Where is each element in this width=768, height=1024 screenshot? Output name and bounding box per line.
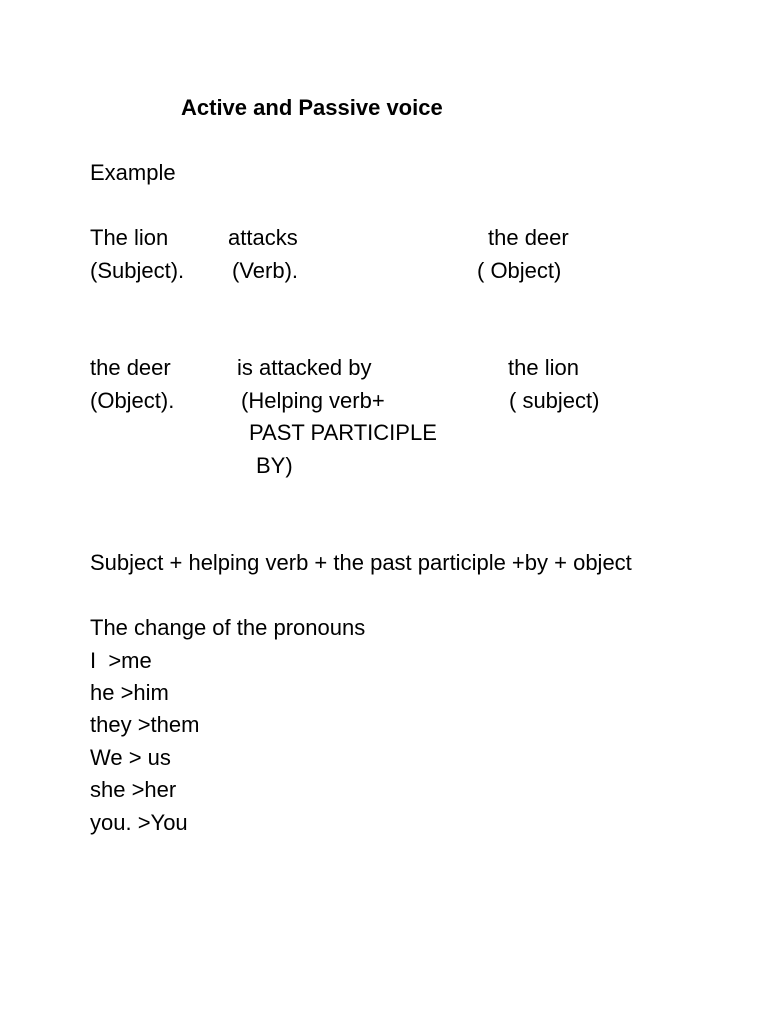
passive-verb-tag-line1: (Helping verb+ — [241, 388, 385, 413]
passive-object-word: the deer — [90, 355, 171, 380]
passive-verb-tag-line3: BY) — [256, 453, 293, 478]
example-label: Example — [90, 160, 176, 185]
active-verb-word: attacks — [228, 225, 298, 250]
passive-subject-word: the lion — [508, 355, 579, 380]
active-verb-tag: (Verb). — [232, 258, 299, 283]
pronoun-item: they >them — [90, 712, 200, 737]
active-subject-tag: (Subject). — [90, 258, 185, 283]
pronouns-heading: The change of the pronouns — [90, 615, 366, 640]
passive-subject-tag: ( subject) — [509, 388, 600, 413]
passive-object-tag: (Object). — [90, 388, 175, 413]
passive-formula: Subject + helping verb + the past participle +by + object — [90, 550, 632, 575]
page-title: Active and Passive voice — [181, 95, 443, 120]
pronoun-item: I >me — [90, 648, 152, 673]
pronoun-item: you. >You — [90, 810, 188, 835]
active-subject-word: The lion — [90, 225, 169, 250]
active-object-tag: ( Object) — [477, 258, 562, 283]
pronoun-item: We > us — [90, 745, 171, 770]
passive-verb-tag-line2: PAST PARTICIPLE — [249, 420, 437, 445]
pronoun-item: he >him — [90, 680, 169, 705]
passive-verb-word: is attacked by — [237, 355, 372, 380]
active-object-word: the deer — [488, 225, 569, 250]
pronoun-item: she >her — [90, 777, 177, 802]
